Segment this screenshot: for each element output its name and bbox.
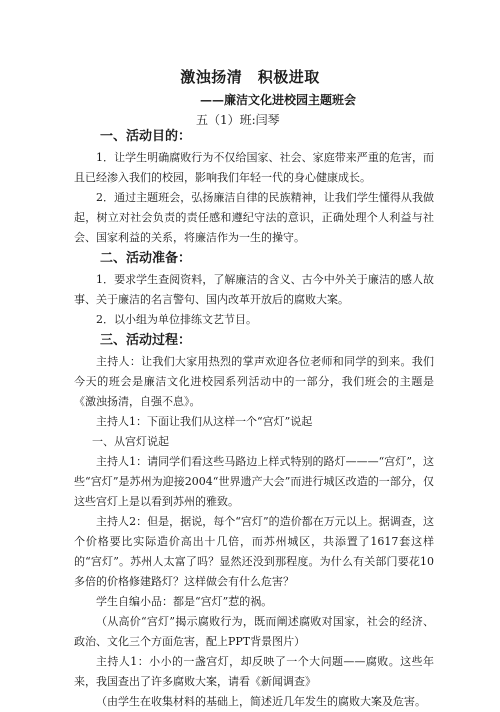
paragraph: 2．以小组为单位排练文艺节目。 — [96, 313, 257, 326]
paragraph: 主持人1：小小的一盏宫灯，却反映了一个大问题——腐败。这些年来，我国查出了许多腐败大案，请看《新闻调查》 — [74, 655, 434, 688]
paragraph: 1．让学生明确腐败行为不仅给国家、社会、家庭带来严重的危害，而且已经渗入我们的校园，影响我们年轻一代的身心健康成长。 — [74, 151, 434, 184]
document-body — [74, 126, 434, 712]
paragraph: 2．通过主题班会，弘扬廉洁自律的民族精神，让我们学生懂得从我做起，树立对社会负责的责任感和遵纪守法的意识，正确处理个人利益与社会、国家利益的关系，将廉洁作为一生的操守。 — [74, 191, 434, 244]
section-heading-purpose: 一、活动目的： — [100, 129, 192, 144]
document-subtitle: ——廉洁文化进校园主题班会 — [200, 93, 357, 107]
paragraph: 主持人1：请同学们看这些马路边上样式特别的路灯———“宫灯”，这些“宫灯”是苏州为迎接2004“世界遗产大会”而进行城区改造的一部分，仅这些宫灯上是以看到苏州的雅致。 — [74, 455, 434, 508]
paragraph: 学生自编小品：都是“宫灯”惹的祸。 — [96, 595, 273, 608]
paragraph: 主持人：让我们大家用热烈的掌声欢迎各位老师和同学的到来。我们今天的班会是廉洁文化进校园系列活动中的一部分，我们班会的主题是《激浊扬清，自强不息》。 — [74, 355, 434, 408]
section-heading-preparation: 二、活动准备： — [100, 251, 192, 266]
paragraph: 1．要求学生查阅资料，了解廉洁的含义、古今中外关于廉洁的感人故事、关于廉洁的名言警句、国内改革开放后的腐败大案。 — [74, 273, 434, 306]
subheading-lantern: 一、从宫灯说起 — [92, 435, 169, 448]
paragraph: （从高价“宫灯”揭示腐败行为，既而阐述腐败对国家，社会的经济、政治、文化三个方面危害，配上PPT背景图片） — [74, 615, 434, 648]
paragraph: 主持人1：下面让我们从这样一个“宫灯”说起 — [96, 415, 313, 428]
section-heading-process: 三、活动过程： — [100, 333, 192, 348]
paragraph: 主持人2：但是，据说，每个“宫灯”的造价都在万元以上。据调查，这个价格要比实际造价高出十几倍，而苏州城区，共添置了1617套这样的“宫灯”。苏州人太富了吗？显然还没到那程度。为什么有关部门要花10多倍的价格修建路灯？这样做会有什么危害？ — [74, 515, 434, 588]
document-byline: 五（1）班:闫琴 — [196, 113, 280, 127]
paragraph: （由学生在收集材料的基础上，简述近几年发生的腐败大案及危害。 — [96, 695, 426, 708]
document-title: 激浊扬清 积极进取 — [180, 68, 320, 86]
